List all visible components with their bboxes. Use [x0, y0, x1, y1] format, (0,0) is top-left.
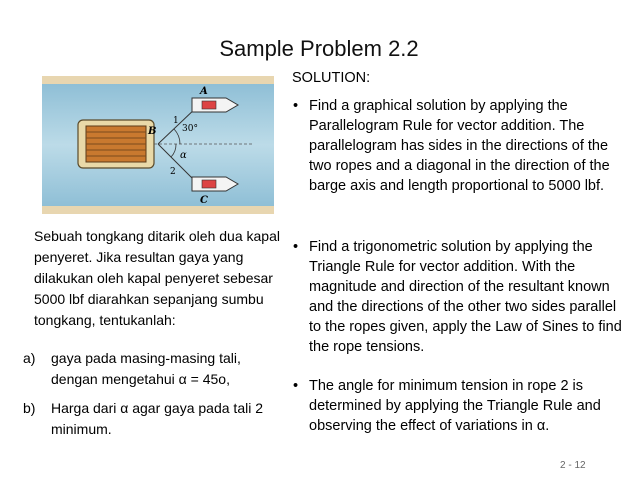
solution-bullet-1 — [293, 96, 623, 196]
barge — [78, 120, 157, 168]
barge-tugboats-figure — [42, 76, 274, 214]
bullet-text: Find a graphical solution by applying the Parallelogram Rule for vector addition. The parallelogram has sides in the directions of the two ropes and a diagonal in the direction of the barge axis and length proportional to 5000 lbf. — [309, 98, 610, 194]
bullet-dot: • — [293, 239, 299, 255]
page-number: 2 - 12 — [560, 460, 586, 471]
item-text: gaya pada masing-masing tali, dengan mengetahui α = 45o, — [51, 350, 241, 387]
problem-statement: Sebuah tongkang ditarik oleh dua kapal penyeret. Jika resultan gaya yang dilakukan oleh kapal penyeret sebesar 5000 lbf diarahkan sepanjang sumbu tongkang, tentukanlah: — [34, 228, 280, 328]
water — [42, 84, 274, 206]
item-text: Harga dari α agar gaya pada tali 2 minimum. — [51, 400, 264, 437]
item-marker: a) — [23, 350, 36, 366]
label-b: B — [148, 126, 157, 137]
problem-item-a — [23, 348, 285, 390]
bullet-dot: • — [293, 378, 299, 394]
label-rope-1: 1 — [173, 116, 179, 126]
label-c: C — [200, 195, 208, 206]
shore-top — [42, 76, 274, 84]
bullet-text: Find a trigonometric solution by applying the Triangle Rule for vector addition. With the magnitude and direction of the resultant known and the directions of the other two sides parallel to the ropes given, apply the Law of Sines to find the rope tensions. — [309, 239, 622, 355]
solution-heading: SOLUTION: — [292, 70, 371, 86]
problem-item-b — [23, 398, 285, 440]
label-rope-2: 2 — [170, 167, 176, 177]
label-alpha: α — [180, 150, 187, 161]
solution-bullet-3 — [293, 376, 623, 436]
item-marker: b) — [23, 400, 36, 416]
bullet-text: The angle for minimum tension in rope 2 is determined by applying the Triangle Rule and observing the effect of variations in α. — [309, 378, 601, 434]
label-angle-30: 30° — [182, 124, 198, 134]
shore-bottom — [42, 206, 274, 214]
slide-title: Sample Problem 2.2 — [219, 36, 419, 61]
solution-bullet-2 — [293, 237, 623, 357]
label-a: A — [200, 86, 208, 97]
bullet-dot: • — [293, 98, 299, 114]
